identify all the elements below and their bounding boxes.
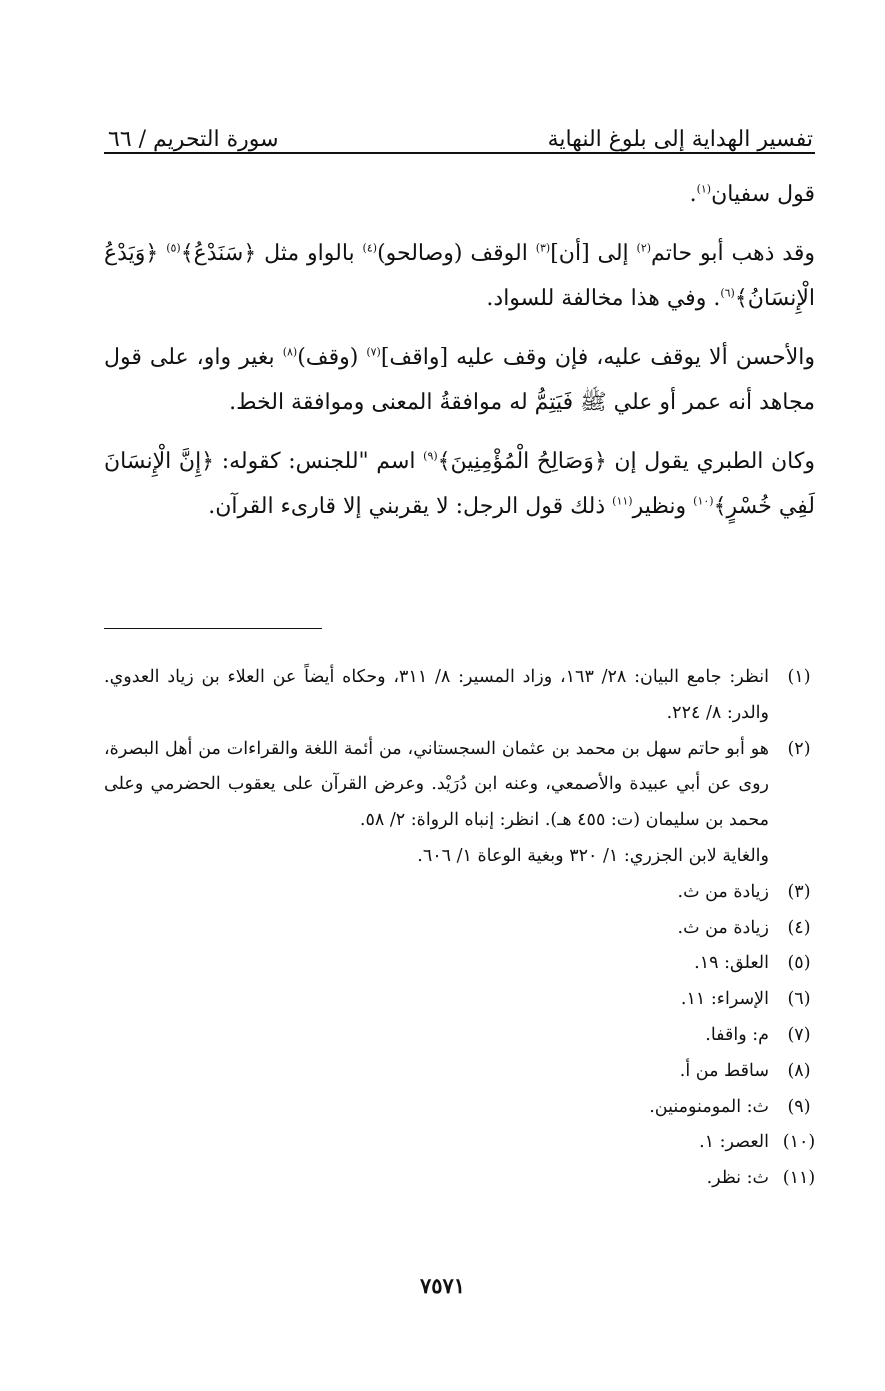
- surah-label: سورة التحريم / ٦٦: [108, 127, 279, 152]
- footnote-marker: (١١): [612, 494, 633, 508]
- footnote-number: (٤): [787, 917, 811, 938]
- main-text: [104, 172, 815, 543]
- footnote-text: [104, 1018, 769, 1054]
- footnote-item: [104, 875, 829, 911]
- footnote-item: [104, 1090, 829, 1126]
- footnote-line: زيادة من ث.: [677, 881, 769, 902]
- footnote-text: [104, 982, 769, 1018]
- footnote-marker: (٣): [535, 241, 551, 255]
- footnote-marker: (١٠): [693, 494, 714, 508]
- footnote-number: (١): [787, 667, 811, 687]
- footnote-text: [104, 1125, 769, 1161]
- footnote-line: الإسراء: ١١.: [680, 989, 769, 1010]
- footnote-item: [104, 1018, 829, 1054]
- footnote-marker: (٦): [720, 286, 735, 300]
- footnote-marker: (٧): [366, 345, 381, 359]
- footnote-marker: (٩): [423, 449, 438, 463]
- footnote-line: ث: المومنومنين.: [649, 1096, 769, 1117]
- footnote-number: (١١): [782, 1168, 816, 1189]
- footnote-number: (٥): [787, 953, 811, 974]
- footnote-line: ساقط من أ.: [679, 1060, 769, 1081]
- footnote-rule: [104, 628, 322, 629]
- footnote-item: [104, 946, 829, 982]
- footnote-item: [104, 1125, 829, 1161]
- footnote-item: [104, 1054, 829, 1090]
- footnote-number: (١٠): [782, 1132, 816, 1153]
- footnote-marker: (٤): [362, 241, 378, 255]
- footnote-line: ث: نظر.: [706, 1168, 769, 1189]
- footnote-item: [104, 732, 829, 875]
- footnote-item: [104, 1161, 829, 1197]
- footnote-number: (٣): [787, 881, 811, 902]
- footnote-text: [104, 1054, 769, 1090]
- footnote-line: العلق: ١٩.: [694, 953, 769, 974]
- footnote-marker: (١): [696, 182, 712, 196]
- footnote-number: (٨): [787, 1060, 811, 1081]
- paragraph-3: والأحسن ألا يوقف عليه، فإن وقف عليه [واقف]$^{(٧)}$ (وقف)$^{(٨)}$ بغير واو، على قول مجاهد أنه عمر أو علي ﷺ فَيَتِمُّ له موافقةُ المعنى وموافقة الخط.: [104, 345, 815, 415]
- footnote-number: (٢): [787, 738, 811, 759]
- footnote-text: [104, 875, 769, 911]
- footnote-line: انظر: جامع البيان: ٢٨/ ١٦٣، وزاد المسير: ٨/ ٣١١، وحكاه أيضاً عن العلاء بن زياد العدوي. والدر: ٨/ ٢٢٤.: [104, 667, 769, 723]
- footnote-text: [104, 660, 769, 732]
- footnote-text: [104, 1161, 769, 1197]
- page-number: ٧٥٧١: [419, 1273, 466, 1298]
- footnote-text: [104, 732, 769, 875]
- footnote-number: (٧): [787, 1024, 811, 1045]
- book-title: تفسير الهداية إلى بلوغ النهاية: [547, 127, 813, 152]
- footnote-text: [104, 946, 769, 982]
- page-header: [108, 108, 813, 152]
- footnote-marker: (٨): [282, 345, 298, 359]
- footnote-item: [104, 911, 829, 947]
- footnote-text: [104, 1090, 769, 1126]
- footnote-marker: (٥): [166, 241, 181, 255]
- footnote-line: هو أبو حاتم سهل بن محمد بن عثمان السجستاني، من أئمة اللغة والقراءات من أهل البصرة، روى عن أبي عبيدة والأصمعي، وعنه ابن دُرَيْد. وعرض القرآن على يعقوب الحضرمي وعلى محمد بن سليمان (ت: ٤٥٥ هـ). انظر: إنباه الرواة: ٢/ ٥٨.: [104, 738, 769, 831]
- paragraph-4: وكان الطبري يقول إن ﴿وَصَالِحُ الْمُؤْمِنِينَ﴾$^{(٩)}$ اسم "للجنس: كقوله: ﴿إِنَّ الْإِنسَانَ لَفِي خُسْرٍ﴾$^{(١٠)}$ ونظير$^{(١١)}$ ذلك قول الرجل: لا يقربني إلا قارىء القرآن.: [104, 449, 815, 519]
- footnote-line: م: واقفا.: [705, 1024, 769, 1045]
- paragraph-2: وقد ذهب أبو حاتم$^{(٢)}$ إلى [أن]$^{(٣)}$ الوقف (وصالحو)$^{(٤)}$ بالواو مثل ﴿سَنَدْعُ﴾$^{(٥)}$ ﴿وَيَدْعُ الْإِنسَانُ﴾$^{(٦)}$. وفي هذا مخالفة للسواد.: [104, 241, 815, 311]
- footnote-item: [104, 660, 829, 732]
- footnote-number: (٩): [787, 1096, 811, 1117]
- footnote-line: زيادة من ث.: [677, 917, 769, 938]
- footnote-number: (٦): [787, 989, 811, 1010]
- header-rule: [104, 152, 815, 154]
- footnote-marker: (٢): [636, 241, 652, 255]
- paragraph-1: قول سفيان$^{(١)}$.: [689, 182, 815, 207]
- footnote-line: والغاية لابن الجزري: ١/ ٣٢٠ وبغية الوعاة ١/ ٦٠٦.: [417, 845, 769, 866]
- footnote-line: العصر: ١.: [699, 1132, 769, 1153]
- footnote-item: [104, 982, 829, 1018]
- footnote-text: [104, 911, 769, 947]
- footnotes-list: [104, 660, 829, 1197]
